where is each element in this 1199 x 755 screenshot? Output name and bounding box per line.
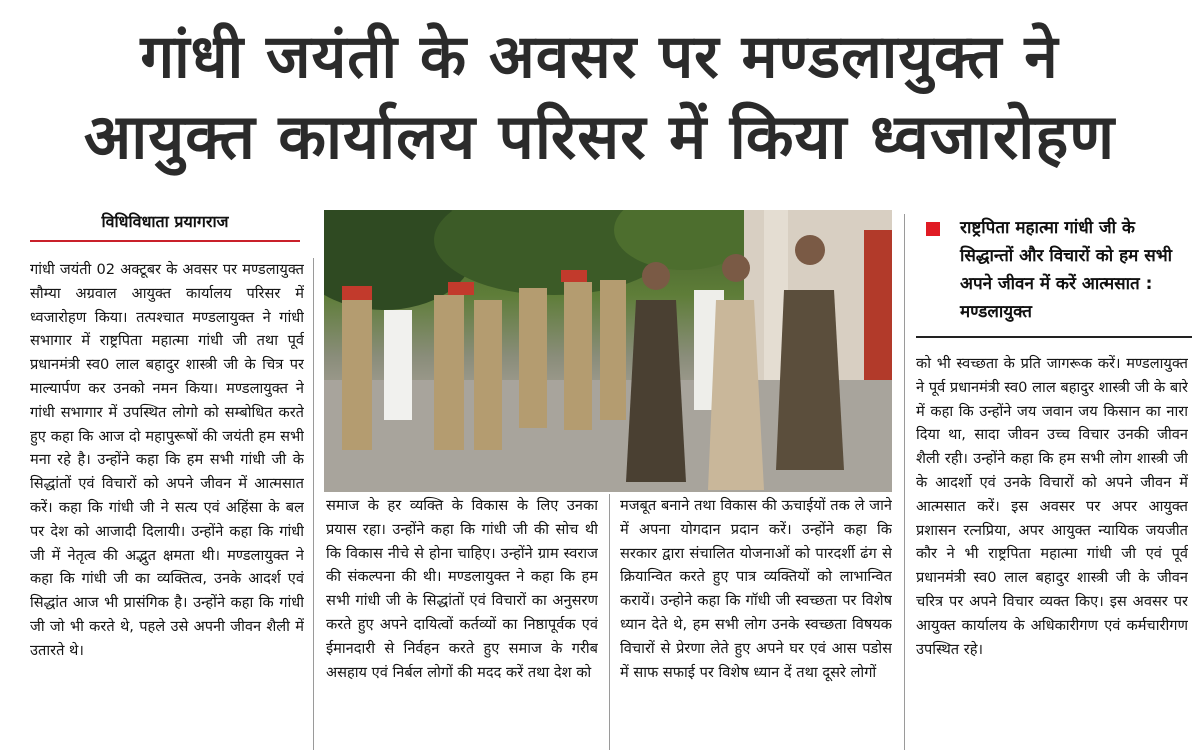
column-1-text: गांधी जयंती 02 अक्टूबर के अवसर पर मण्डलायुक्त सौम्या अग्रवाल आयुक्त कार्यालय परिसर में ध्वजारोहण किया। तत्पश्चात मण्डलायुक्त ने गांधी सभागार में राष्ट्रपिता महात्मा गांधी जी तथा पूर्व प्रधानमंत्री स्व0 लाल बहादुर शास्त्री जी के चित्र पर माल्यार्पण कर उनको नमन किया। मण्डलायुक्त ने गांधी सभागार में उपस्थित लोगो को सम्बोधित करते हुए कहा कि आज दो महापुरूषों की जयंती हम सभी मना रहे है। उन्होंने कहा कि हम सभी गांधी जी के सिद्धांतों एवं विचारों को अपने जीवन में आत्मसात करें। कहा कि गांधी जी ने सत्य एवं अहिंसा के बल पर देश को आजादी दिलायी। उन्होंने कहा कि गांधी जी में नेतृत्व की अद्भुत क्षमता थी। मण्डलायुक्त ने कहा कि गांधी जी का व्यक्तित्व, उनके आदर्श एवं सिद्धांत आज भी प्रासंगिक है। उन्होंने कहा कि गांधी जी जो भी करते थे, पहले उसे अपनी जीवन शैली में उतारते थे। — [30, 261, 304, 659]
column-2-text: समाज के हर व्यक्ति के विकास के लिए उनका प्रयास रहा। उन्होंने कहा कि गांधी जी की सोच थी कि विकास नीचे से होना चाहिए। उन्होंने ग्राम स्वराज की संकल्पना की थी। मण्डलायुक्त ने कहा कि हम सभी गांधी जी के सिद्धांतों एवं विचारों का अनुसरण करते हुए अपने दायित्वों कर्तव्यों का निष्ठापूर्वक एवं ईमानदारी से निर्वहन करते हुए समाज के गरीब असहाय एवं निर्बल लोगों की मदद करें तथा देश को — [326, 497, 598, 681]
column-divider — [609, 494, 610, 750]
column-3-text: मजबूत बनाने तथा विकास की ऊचाईयों तक ले जाने में अपना योगदान प्रदान करें। उन्होंने कहा कि सरकार द्वारा संचालित योजनाओं को पारदर्शी ढंग से क्रियान्वित करते हुए पात्र व्यक्तियों को लाभान्वित करायें। उन्होने कहा कि गॉधी जी स्वच्छता पर विशेष ध्यान देते थे, हम सभी लोग उनके स्वच्छता विषयक विचारों से प्रेरणा लेते हुए अपने घर एवं आस पडोस में साफ सफाई पर विशेष ध्यान दें तथा दूसरे लोगों — [620, 497, 892, 681]
article-column-1 — [30, 258, 304, 748]
ceremony-photo-graphic — [324, 210, 892, 492]
article-column-3 — [620, 494, 892, 752]
red-square-bullet-icon — [926, 222, 940, 236]
headline-line-2: आयुक्त कार्यालय परिसर में किया ध्वजारोहण — [83, 100, 1116, 173]
article-column-2 — [326, 494, 598, 752]
headline-line-1: गांधी जयंती के अवसर पर मण्डलायुक्त ने — [140, 22, 1059, 92]
column-divider — [313, 258, 314, 750]
pull-quote-text: राष्ट्रपिता महात्मा गांधी जी के सिद्धान्तों और विचारों को हम सभी अपने जीवन में करें आत्मसात : मण्डलायुक्त — [960, 218, 1173, 322]
byline: विधिविधाता प्रयागराज — [30, 210, 300, 242]
column-4-text: को भी स्वच्छता के प्रति जागरूक करें। मण्डलायुक्त ने पूर्व प्रधानमंत्री स्व0 लाल बहादुर शास्त्री जी के बारे में कहा कि उन्होंने जय जवान जय किसान का नारा दिया था, सादा जीवन उच्च विचार उनकी जीवन शैली रही। उन्होंने कहा कि हम सभी लोग शास्त्री जी के आदर्शो एवं उनके विचारों को अपने जीवन में आत्मसात करें। इस अवसर पर अपर आयुक्त प्रशासन रत्नप्रिया, अपर आयुक्त न्यायिक जयजीत कौर ने भी राष्ट्रपिता महात्मा गांधी जी एवं पूर्व प्रधानमंत्री स्व0 लाल बहादुर शास्त्री जी के जीवन चरित्र पर अपने विचार व्यक्त किए। इस अवसर पर आयुक्त कार्यालय के अधिकारीगण एवं कर्मचारीगण उपस्थित रहे। — [916, 355, 1188, 658]
article-column-4 — [916, 352, 1188, 750]
headline — [0, 18, 1199, 178]
ceremony-photo — [324, 210, 892, 492]
column-divider — [904, 214, 905, 750]
pull-quote — [916, 214, 1192, 338]
